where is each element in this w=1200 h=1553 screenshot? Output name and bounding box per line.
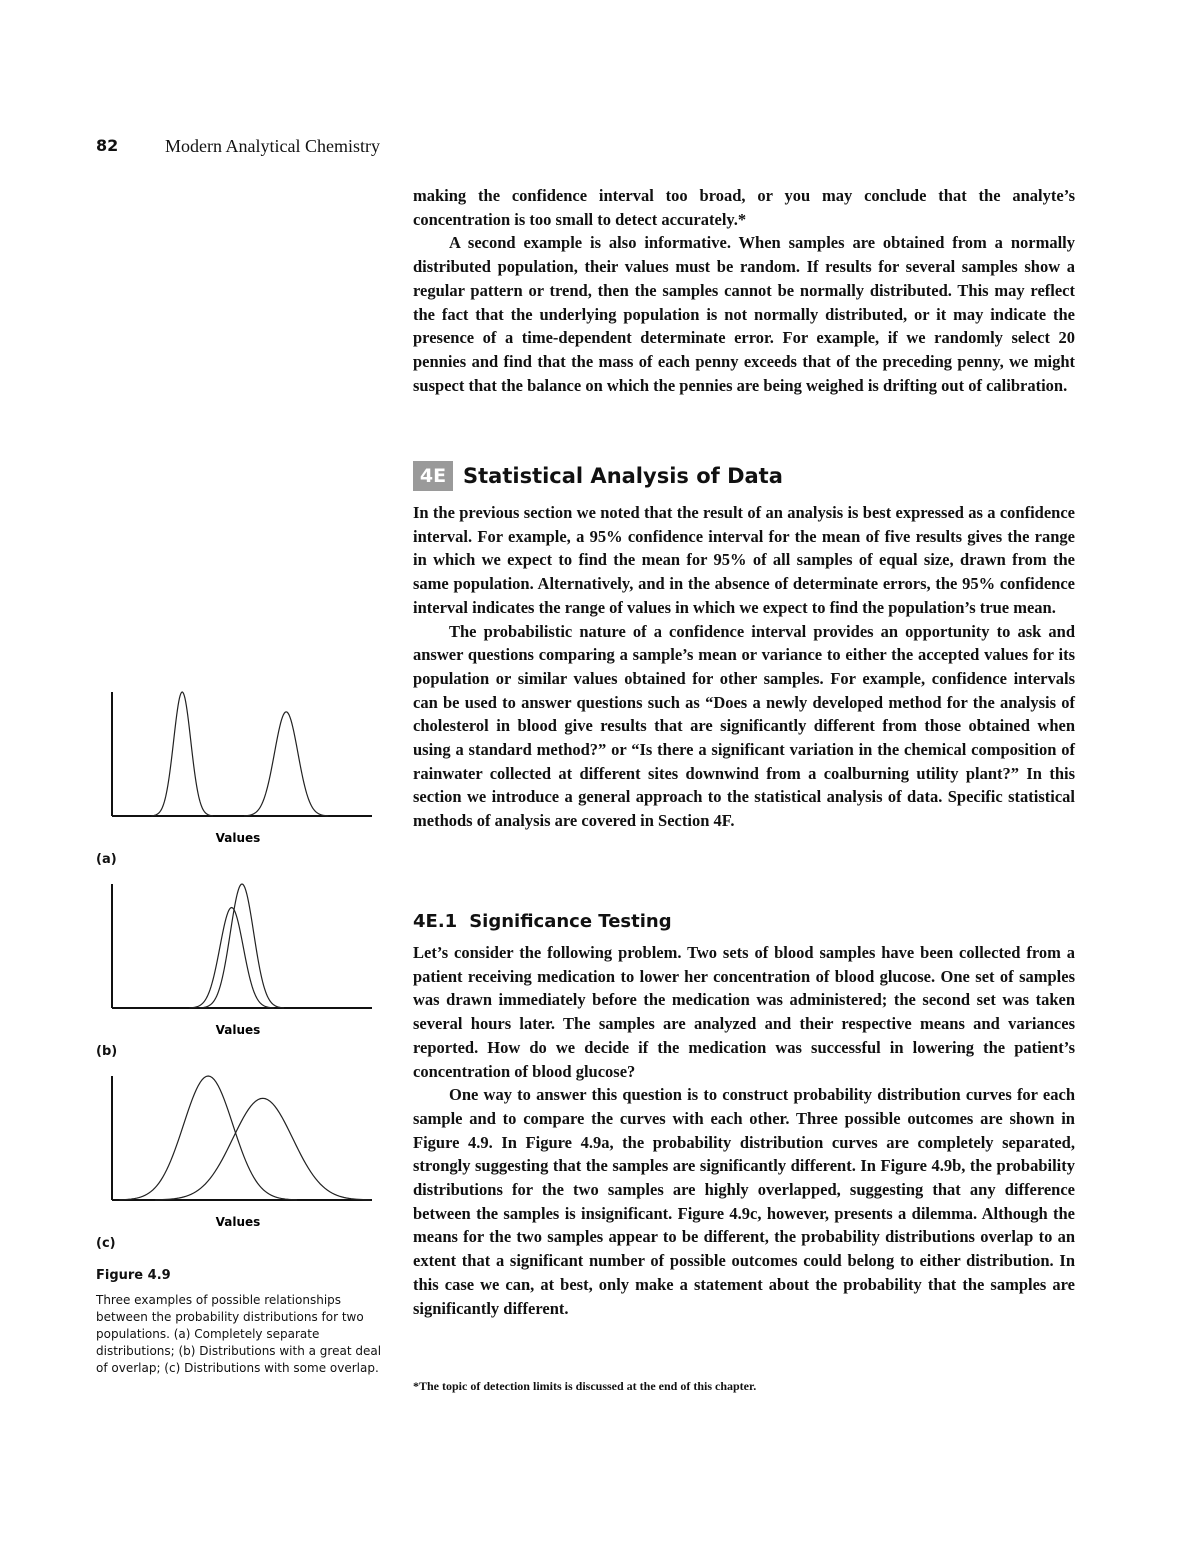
figure-panel-c xyxy=(112,1076,372,1229)
panel-label-a: (a) xyxy=(96,852,117,867)
x-axis-label: Values xyxy=(215,831,261,845)
figure-panel-a xyxy=(112,692,372,845)
section-heading xyxy=(413,461,783,491)
subsection-text xyxy=(413,941,1075,1320)
x-axis-label: Values xyxy=(215,1215,261,1229)
intro-text xyxy=(413,184,1075,397)
figure-panel-b xyxy=(112,884,372,1037)
figure-caption: Three examples of possible relationships between the probability distributions for two populations. (a) Completely separate distributions; (b) Distributions with a great deal of overlap; (c) Distributions with some overlap. xyxy=(96,1293,382,1375)
subsection-paragraph-2: One way to answer this question is to construct probability distribution curves for each sample and to compare the curves with each other. Three possible outcomes are shown in Figure 4.9. In Figure 4.9a, the probability distribution curves are completely separated, strongly suggesting that the samples are significantly different. In Figure 4.9b, the probability distributions for the two samples are highly overlapped, suggesting that any difference between the samples is insignificant. Figure 4.9c, however, presents a dilemma. Although the means for the two samples appear to be different, the probability distributions overlap to an extent that a significant number of possible outcomes could belong to either distribution. In this case we can, at best, only make a statement about the probability that the samples are significantly different. xyxy=(413,1085,1075,1318)
subsection-heading xyxy=(413,911,672,932)
section-badge: 4E xyxy=(413,461,453,491)
figure-4-9 xyxy=(90,680,390,1240)
panel-label-c: (c) xyxy=(96,1236,116,1251)
page-number: 82 xyxy=(96,136,119,155)
x-axis-label: Values xyxy=(215,1023,261,1037)
figure-title: Figure 4.9 xyxy=(96,1268,171,1283)
subsection-title: Significance Testing xyxy=(469,911,672,932)
footnote: *The topic of detection limits is discussed at the end of this chapter. xyxy=(413,1379,757,1393)
section-title: Statistical Analysis of Data xyxy=(463,464,783,488)
intro-paragraph-2: A second example is also informative. When samples are obtained from a normally distributed population, their values must be random. If results for several samples show a regular pattern or trend, then the samples cannot be normally distributed. This may reflect the fact that the underlying population is not normally distributed, or it may indicate the presence of a time-dependent determinate error. For example, if we randomly select 20 pennies and find that the mass of each penny exceeds that of the preceding penny, we might suspect that the balance on which the pennies are being weighed is drifting out of calibration. xyxy=(413,233,1075,395)
distribution-curve-2 xyxy=(200,884,284,1008)
distribution-curve-1 xyxy=(151,692,213,816)
section-paragraph-2: The probabilistic nature of a confidence interval provides an opportunity to ask and answer questions comparing a sample’s mean or variance to either the accepted values for its population or similar values obtained for other samples. For example, confidence intervals can be used to answer questions such as “Does a newly developed method for the analysis of cholesterol in blood give results that are significantly different from those obtained when using a standard method?” or “Is there a significant variation in the chemical composition of rainwater collected at different sites downwind from a coalburning utility plant?” In this section we introduce a general approach to the statistical analysis of data. Specific statistical methods of analysis are covered in Section 4F. xyxy=(413,621,1075,831)
subsection-number: 4E.1 xyxy=(413,911,458,932)
section-paragraph-1: In the previous section we noted that the result of an analysis is best expressed as a confidence interval. For example, a 95% confidence interval for the mean of five results gives the range in which we expect to find the mean for 95% of all samples of equal size, drawn from the same population. Alternatively, and in the absence of determinate errors, the 95% confidence interval indicates the range of values in which we expect to find the population’s true mean. xyxy=(413,503,1075,617)
subsection-paragraph-1: Let’s consider the following problem. Two sets of blood samples have been collected from a patient receiving medication to lower her concentration of blood glucose. One set of samples was drawn immediately before the medication was administered; the second set was taken several hours later. The samples are analyzed and their respective means and variances reported. How do we decide if the medication was successful in lowering the patient’s concentration of blood glucose? xyxy=(413,943,1075,1081)
panel-label-b: (b) xyxy=(96,1044,118,1059)
intro-paragraph-1: making the confidence interval too broad, or you may conclude that the analyte’s concentration is too small to detect accurately.* xyxy=(413,186,1075,229)
section-text xyxy=(413,501,1075,833)
distribution-curve-2 xyxy=(244,712,328,816)
running-title: Modern Analytical Chemistry xyxy=(165,136,380,156)
